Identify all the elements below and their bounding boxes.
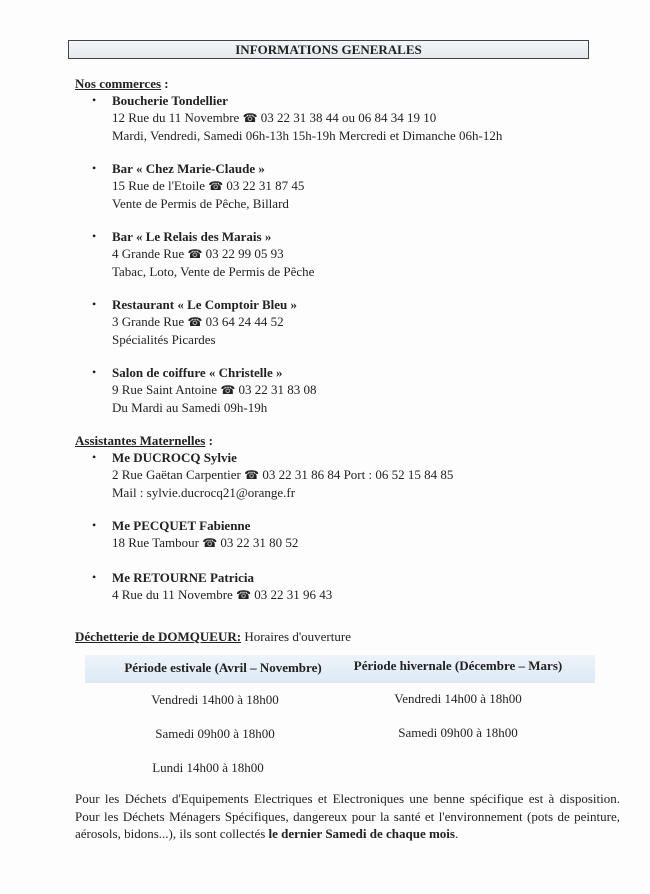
list-item bbox=[92, 92, 502, 144]
bullet-icon: • bbox=[92, 229, 97, 243]
item-phone: 03 22 31 80 52 bbox=[220, 535, 299, 550]
item-info: Tabac, Loto, Vente de Permis de Pêche bbox=[112, 264, 315, 279]
decheterie-paragraph: Pour les Déchets d'Equipements Electriques et Electroniques une benne spécifique est à disposition. Pour les Déchets Ménagers Spécifiques, dangereux pour la santé et l'environnement (pots de peinture, aérosols, bidons...), ils sont collectés le dernier Samedi de chaque mois. bbox=[75, 791, 620, 841]
bullet-icon: • bbox=[92, 365, 97, 379]
item-address-line: 12 Rue du 11 Novembre ☎ 03 22 31 38 44 ou 06 84 34 19 10 bbox=[112, 110, 437, 125]
item-phone: 03 22 31 96 43 bbox=[254, 587, 333, 602]
item-info: Mail : sylvie.ducrocq21@orange.fr bbox=[112, 485, 296, 500]
list-item bbox=[92, 228, 314, 280]
phone-icon: ☎ bbox=[187, 247, 203, 261]
item-phone: 03 22 31 83 08 bbox=[238, 382, 317, 397]
item-info: Du Mardi au Samedi 09h-19h bbox=[112, 400, 268, 415]
item-address-line: 3 Grande Rue ☎ 03 64 24 44 52 bbox=[112, 314, 284, 329]
list-item bbox=[92, 364, 317, 416]
list-item bbox=[92, 160, 304, 212]
item-info: Spécialités Picardes bbox=[112, 332, 216, 347]
list-item bbox=[92, 449, 453, 501]
page-title: INFORMATIONS GENERALES bbox=[68, 40, 589, 59]
item-phone: 03 22 99 05 93 bbox=[205, 246, 284, 261]
summer-hours-row: Vendredi 14h00 à 18h00 bbox=[151, 692, 279, 707]
item-phone: 03 22 31 86 84 Port : 06 52 15 84 85 bbox=[262, 467, 454, 482]
phone-icon: ☎ bbox=[187, 315, 203, 329]
summer-hours-row: Lundi 14h00 à 18h00 bbox=[152, 760, 264, 775]
winter-period-header: Période hivernale (Décembre – Mars) bbox=[353, 658, 563, 673]
bullet-icon: • bbox=[92, 93, 97, 107]
item-info: Vente de Permis de Pêche, Billard bbox=[112, 196, 289, 211]
phone-icon: ☎ bbox=[220, 383, 236, 397]
item-phone: 03 22 31 87 45 bbox=[226, 178, 305, 193]
phone-icon: ☎ bbox=[208, 179, 224, 193]
bullet-icon: • bbox=[92, 570, 97, 584]
phone-icon: ☎ bbox=[242, 111, 258, 125]
item-name: Bar « Chez Marie-Claude » bbox=[112, 161, 265, 176]
item-name: Me PECQUET Fabienne bbox=[112, 518, 251, 533]
list-item bbox=[92, 569, 332, 604]
bullet-icon: • bbox=[92, 161, 97, 175]
phone-icon: ☎ bbox=[202, 536, 218, 550]
list-item bbox=[92, 517, 298, 552]
item-name: Boucherie Tondellier bbox=[112, 93, 228, 108]
winter-hours-row: Vendredi 14h00 à 18h00 bbox=[394, 691, 522, 706]
decheterie-heading: Déchetterie de DOMQUEUR: Horaires d'ouverture bbox=[75, 629, 351, 644]
summer-period-header: Période estivale (Avril – Novembre) bbox=[124, 660, 322, 675]
item-name: Me DUCROCQ Sylvie bbox=[112, 450, 237, 465]
section-commerces-heading: Nos commerces : bbox=[75, 76, 169, 91]
item-name: Bar « Le Relais des Marais » bbox=[112, 229, 272, 244]
bullet-icon: • bbox=[92, 518, 97, 532]
item-phone: 03 64 24 44 52 bbox=[205, 314, 284, 329]
bullet-icon: • bbox=[92, 297, 97, 311]
item-name: Me RETOURNE Patricia bbox=[112, 570, 255, 585]
item-address-line: 15 Rue de l'Etoile ☎ 03 22 31 87 45 bbox=[112, 178, 305, 193]
list-item bbox=[92, 296, 297, 348]
summer-hours-row: Samedi 09h00 à 18h00 bbox=[155, 726, 275, 741]
winter-hours-row: Samedi 09h00 à 18h00 bbox=[398, 725, 518, 740]
item-info: Mardi, Vendredi, Samedi 06h-13h 15h-19h Mercredi et Dimanche 06h-12h bbox=[112, 128, 503, 143]
item-address-line: 9 Rue Saint Antoine ☎ 03 22 31 83 08 bbox=[112, 382, 317, 397]
phone-icon: ☎ bbox=[236, 588, 252, 602]
item-address-line: 4 Rue du 11 Novembre ☎ 03 22 31 96 43 bbox=[112, 587, 333, 602]
item-name: Restaurant « Le Comptoir Bleu » bbox=[112, 297, 298, 312]
item-name: Salon de coiffure « Christelle » bbox=[112, 365, 283, 380]
bullet-icon: • bbox=[92, 450, 97, 464]
phone-icon: ☎ bbox=[244, 468, 260, 482]
section-assistantes-heading: Assistantes Maternelles : bbox=[75, 433, 213, 448]
item-address-line: 18 Rue Tambour ☎ 03 22 31 80 52 bbox=[112, 535, 299, 550]
item-address-line: 2 Rue Gaëtan Carpentier ☎ 03 22 31 86 84 Port : 06 52 15 84 85 bbox=[112, 467, 454, 482]
item-phone: 03 22 31 38 44 ou 06 84 34 19 10 bbox=[260, 110, 437, 125]
item-address-line: 4 Grande Rue ☎ 03 22 99 05 93 bbox=[112, 246, 284, 261]
